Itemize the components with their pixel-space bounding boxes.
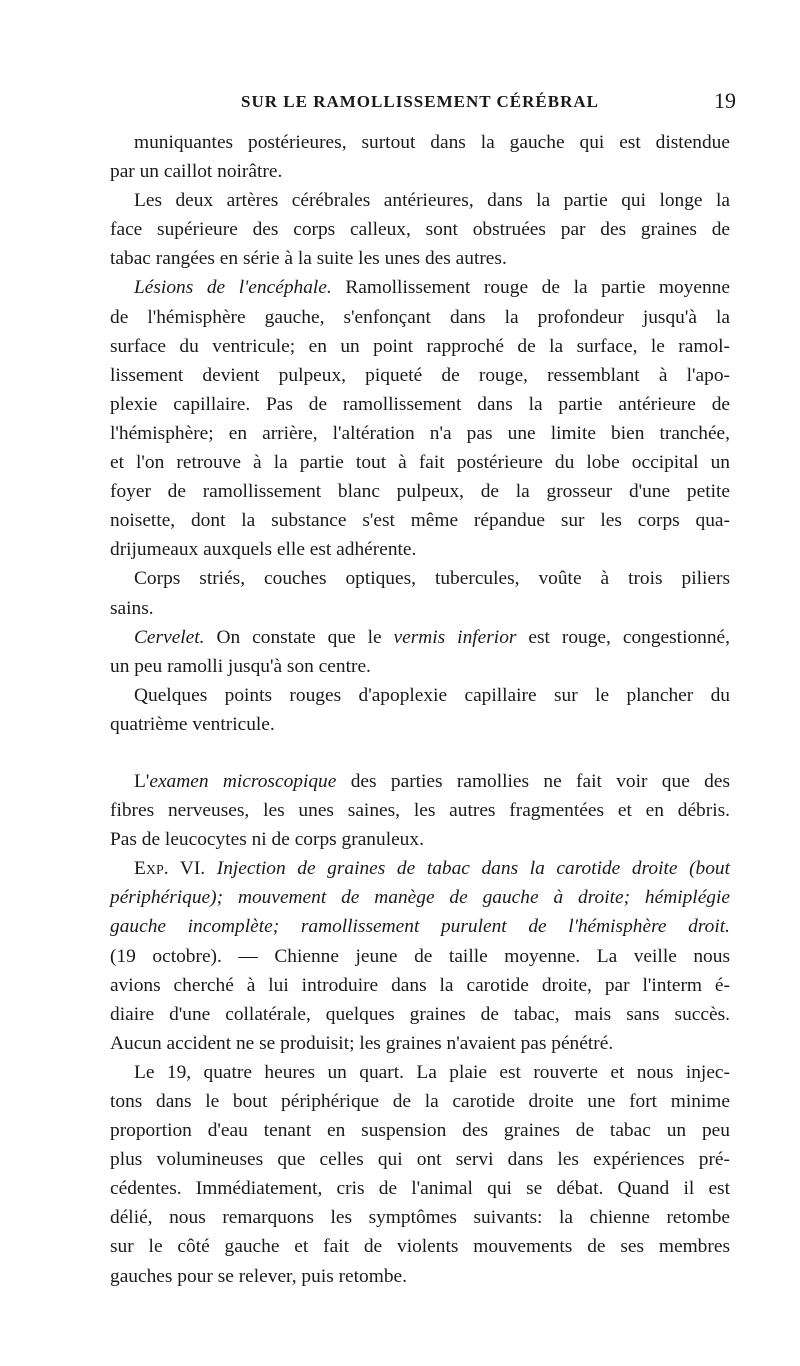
text-run: Le 19, quatre heures un quart. La plaie est rouverte et nous injec- — [134, 1061, 730, 1083]
text-run: quatrième ventricule. — [110, 713, 275, 735]
text-line — [110, 1203, 730, 1232]
text-line — [110, 594, 730, 623]
running-title: SUR LE RAMOLLISSEMENT CÉRÉBRAL — [241, 92, 599, 111]
text-line — [110, 215, 730, 244]
text-line — [110, 244, 730, 273]
text-run: et l'on retrouve à la partie tout à fait postérieure du lobe occipital un — [110, 452, 730, 474]
text-run: avions cherché à lui introduire dans la carotide droite, par l'interm é- — [110, 974, 730, 996]
text-line — [110, 477, 730, 506]
body-text — [110, 128, 730, 1291]
text-run: lissement devient pulpeux, piqueté de rouge, ressemblant à l'apo- — [110, 364, 730, 386]
text-run: surface du ventricule; en un point rapproché de la surface, le ramol- — [110, 335, 730, 357]
page-number: 19 — [714, 88, 736, 113]
text-run: sur le côté gauche et fait de violents mouvements de ses membres — [110, 1236, 730, 1258]
text-run: des parties ramollies ne fait voir que des — [336, 770, 730, 792]
text-run: périphérique); mouvement de manège de gauche à droite; hémiplégie — [110, 887, 730, 909]
text-line — [110, 1262, 730, 1291]
text-line — [110, 912, 730, 941]
text-line — [110, 796, 730, 825]
text-line — [110, 506, 730, 535]
text-run: Lésions de l'encéphale. — [134, 277, 332, 299]
text-run: délié, nous remarquons les symptômes suivants: la chienne retombe — [110, 1207, 730, 1229]
text-line — [110, 1232, 730, 1261]
text-run: face supérieure des corps calleux, sont obstruées par des graines de — [110, 219, 730, 241]
text-line — [110, 273, 730, 302]
text-line — [110, 1058, 730, 1087]
text-line — [110, 448, 730, 477]
text-run: proportion d'eau tenant en suspension des graines de tabac un peu — [110, 1120, 730, 1142]
paragraph — [110, 128, 730, 186]
paragraph — [110, 273, 730, 564]
text-run: drijumeaux auxquels elle est adhérente. — [110, 539, 417, 561]
paragraph — [110, 623, 730, 681]
text-line — [110, 128, 730, 157]
text-run: cédentes. Immédiatement, cris de l'animal qui se débat. Quand il est — [110, 1178, 730, 1200]
text-line — [110, 825, 730, 854]
text-line — [110, 942, 730, 971]
text-line — [110, 419, 730, 448]
text-run: Exp. — [134, 858, 169, 880]
text-line — [110, 1087, 730, 1116]
text-line — [110, 710, 730, 739]
text-line — [110, 1116, 730, 1145]
text-run: L' — [134, 770, 150, 792]
text-line — [110, 535, 730, 564]
text-run: tabac rangées en série à la suite les unes des autres. — [110, 248, 507, 270]
text-run: Les deux artères cérébrales antérieures, dans la partie qui longe la — [134, 190, 730, 212]
text-run: muniquantes postérieures, surtout dans la gauche qui est distendue — [134, 132, 730, 153]
text-line — [110, 332, 730, 361]
text-run: l'hémisphère; en arrière, l'altération n'a pas une limite bien tranchée, — [110, 422, 730, 444]
text-line — [110, 623, 730, 652]
text-run: par un caillot noirâtre. — [110, 161, 283, 183]
text-line — [110, 883, 730, 912]
text-run: gauche incomplète; ramollissement purulent de l'hémisphère droit. — [110, 916, 730, 938]
text-run: sains. — [110, 597, 154, 619]
paragraph — [110, 564, 730, 622]
text-line — [110, 1000, 730, 1029]
text-run: Injection de graines de tabac dans la carotide droite (bout — [216, 858, 731, 880]
text-line — [110, 767, 730, 796]
text-run: VI. — [168, 858, 217, 880]
text-line — [110, 303, 730, 332]
text-run: plus volumineuses que celles qui ont servi dans les expériences pré- — [110, 1149, 730, 1171]
text-run: gauches pour se relever, puis retombe. — [110, 1265, 407, 1287]
text-run: Cervelet. — [134, 626, 205, 648]
text-run: de l'hémisphère gauche, s'enfonçant dans la profondeur jusqu'à la — [110, 306, 730, 328]
text-run: tons dans le bout périphérique de la carotide droite une fort minime — [110, 1091, 730, 1112]
text-run: Corps striés, couches optiques, tubercules, voûte à trois piliers — [134, 568, 730, 590]
text-line — [110, 681, 730, 710]
text-line — [110, 652, 730, 681]
paragraph — [110, 186, 730, 273]
text-run: fibres nerveuses, les unes saines, les autres fragmentées et en débris. — [110, 800, 730, 822]
text-line — [110, 186, 730, 215]
text-line — [110, 971, 730, 1000]
text-run: plexie capillaire. Pas de ramollissement dans la partie antérieure de — [110, 393, 730, 415]
text-run: diaire d'une collatérale, quelques graines de tabac, mais sans succès. — [110, 1003, 730, 1025]
text-line — [110, 157, 730, 186]
paragraph — [110, 767, 730, 854]
text-line — [110, 361, 730, 390]
text-run: Aucun accident ne se produisit; les graines n'avaient pas pénétré. — [110, 1032, 614, 1054]
text-line — [110, 1174, 730, 1203]
text-run: examen microscopique — [149, 770, 337, 792]
paragraph — [110, 854, 730, 1058]
text-run: foyer de ramollissement blanc pulpeux, de la grosseur d'une petite — [110, 481, 730, 503]
text-run: un peu ramolli jusqu'à son centre. — [110, 655, 371, 677]
section-gap — [110, 739, 730, 767]
text-run: vermis inferior — [393, 626, 517, 648]
text-run: Ramollissement rouge de la partie moyenne — [331, 277, 730, 299]
text-run: On constate que le — [204, 626, 394, 648]
paragraph — [110, 1058, 730, 1291]
running-head — [110, 88, 736, 118]
text-run: noisette, dont la substance s'est même répandue sur les corps qua- — [110, 510, 730, 532]
text-line — [110, 390, 730, 419]
text-line — [110, 1029, 730, 1058]
text-run: Quelques points rouges d'apoplexie capillaire sur le plancher du — [134, 684, 730, 706]
text-run: (19 octobre). — Chienne jeune de taille moyenne. La veille nous — [110, 945, 730, 967]
text-line — [110, 1145, 730, 1174]
text-line — [110, 564, 730, 593]
paragraph — [110, 681, 730, 739]
text-line — [110, 854, 730, 883]
text-run: Pas de leucocytes ni de corps granuleux. — [110, 829, 424, 851]
text-run: est rouge, congestionné, — [516, 626, 730, 648]
